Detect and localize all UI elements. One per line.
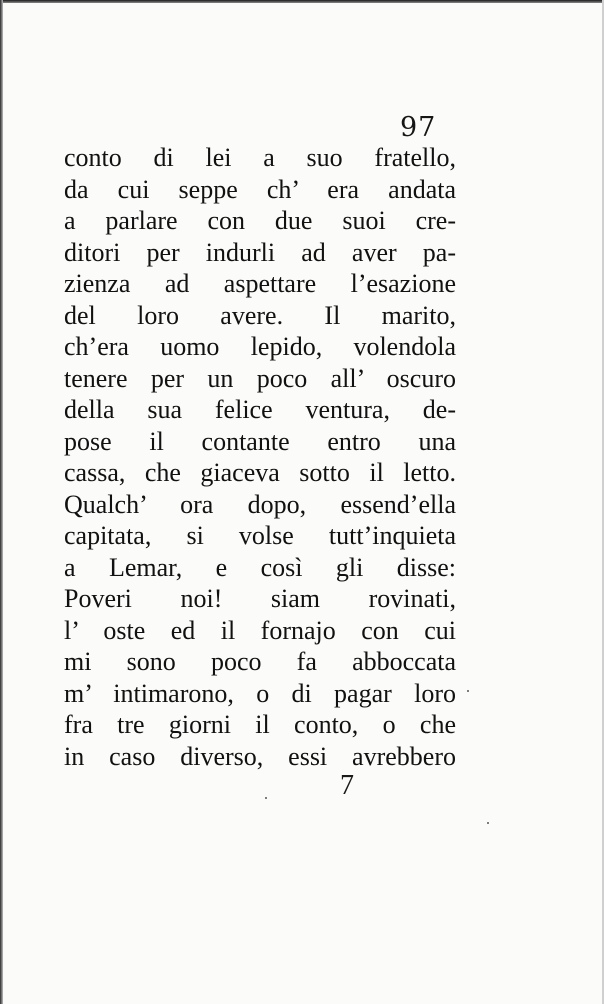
- page-left-edge-shadow: [0, 0, 3, 1004]
- text-line: tenere per un poco all’ oscuro: [64, 363, 456, 393]
- text-line: m’ intimarono, o di pagar loro: [64, 678, 456, 708]
- text-line: della sua felice ventura, de-: [64, 395, 456, 424]
- text-line: Qualch’ ora dopo, essend’ella: [64, 489, 456, 519]
- paper-speck: [467, 690, 469, 692]
- page-top-edge-shadow: [0, 0, 604, 3]
- paper-speck: [487, 822, 489, 824]
- signature-mark: 7: [340, 770, 354, 801]
- text-line: del loro avere. Il marito,: [64, 300, 456, 330]
- text-line: ch’era uomo lepido, volendola: [64, 332, 456, 361]
- text-line: pose il contante entro una: [64, 426, 456, 456]
- text-line: Poveri noi! siam rovinati,: [64, 584, 456, 613]
- body-text: [64, 142, 456, 772]
- page-number: 97: [400, 112, 437, 143]
- text-line: a parlare con due suoi cre-: [64, 206, 456, 235]
- text-line: cassa, che giaceva sotto il letto.: [64, 458, 456, 487]
- text-line: mi sono poco fa abboccata: [64, 647, 456, 676]
- text-line: conto di lei a suo fratello,: [64, 143, 456, 172]
- text-line: l’ oste ed il fornajo con cui: [64, 615, 456, 645]
- text-line: zienza ad aspettare l’esazione: [64, 269, 456, 298]
- text-line: da cui seppe ch’ era andata: [64, 174, 456, 204]
- text-line: a Lemar, e così gli disse:: [64, 552, 456, 582]
- text-line: capitata, si volse tutt’inquieta: [64, 521, 456, 550]
- text-line: ditori per indurli ad aver pa-: [64, 237, 456, 267]
- paper-speck: [265, 797, 267, 799]
- text-line: fra tre giorni il conto, o che: [64, 710, 456, 739]
- text-line: in caso diverso, essi avrebbero: [64, 741, 456, 771]
